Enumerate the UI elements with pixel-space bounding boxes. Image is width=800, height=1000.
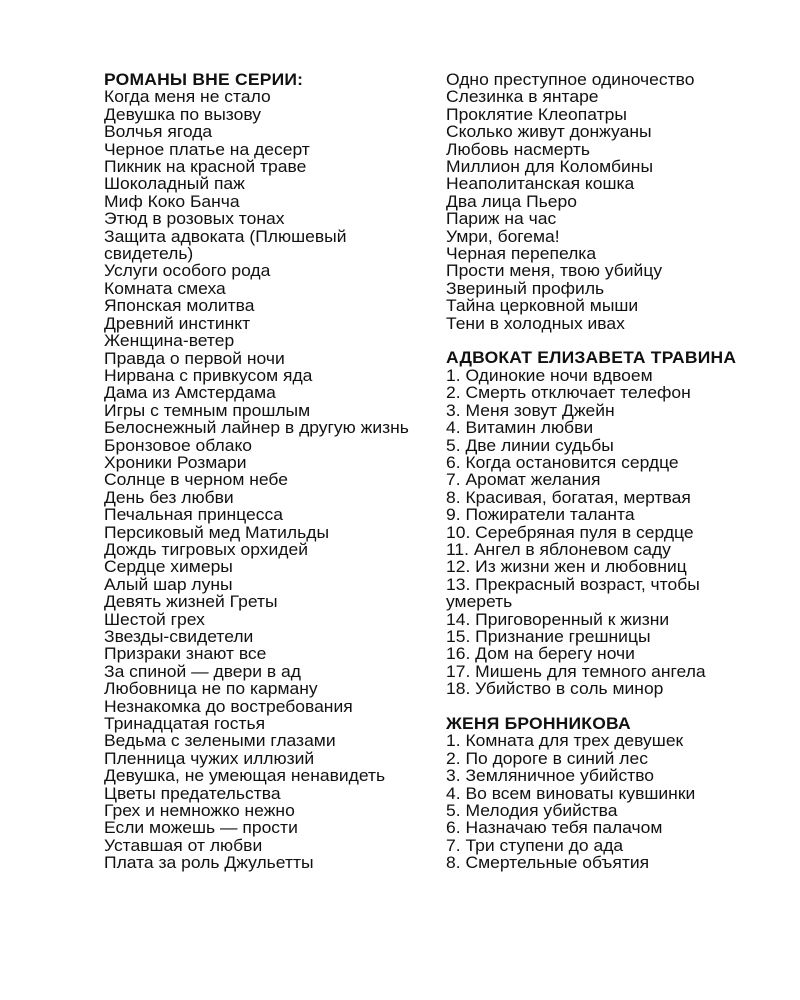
book-title: 10. Серебряная пуля в сердце	[446, 523, 694, 542]
book-title: Хроники Розмари	[104, 453, 247, 472]
book-title: Этюд в розовых тонах	[104, 210, 285, 229]
book-title: Нирвана с привкусом яда	[104, 366, 313, 385]
section-heading-standalone: РОМАНЫ ВНЕ СЕРИИ:	[104, 71, 304, 89]
book-title: Тени в холодных ивах	[446, 314, 625, 333]
book-title: Правда о первой ночи	[104, 349, 285, 368]
book-title: Проклятие Клеопатры	[446, 105, 627, 124]
bronnikova-series-list	[446, 733, 760, 872]
book-title: Миллион для Коломбины	[446, 158, 654, 177]
book-title: 5. Две линии судьбы	[446, 436, 614, 455]
book-title: Грех и немножко нежно	[104, 802, 295, 821]
book-title: Пикник на красной траве	[104, 158, 307, 177]
book-title: Тайна церковной мыши	[446, 297, 639, 316]
book-title: 17. Мишень для темного ангела	[446, 662, 706, 681]
section-heading-bronnikova: ЖЕНЯ БРОННИКОВА	[446, 715, 631, 733]
book-title: Комната смеха	[104, 279, 226, 298]
book-title: 9. Пожиратели таланта	[446, 506, 635, 525]
book-title: 1. Комната для трех девушек	[446, 732, 684, 751]
book-title: Когда меня не стало	[104, 88, 271, 107]
standalone-novels-section	[104, 72, 418, 873]
standalone-novels-continued-list	[446, 72, 760, 333]
standalone-novels-continued-section	[446, 72, 760, 333]
book-title: Неаполитанская кошка	[446, 175, 635, 194]
book-title: 16. Дом на берегу ночи	[446, 645, 635, 664]
book-title: Черная перепелка	[446, 245, 597, 264]
book-title: Цветы предательства	[104, 784, 281, 803]
book-title: Уставшая от любви	[104, 836, 263, 855]
standalone-novels-list	[104, 89, 418, 872]
book-title: Дождь тигровых орхидей	[104, 540, 309, 559]
travina-series-list	[446, 368, 760, 699]
book-title: Дама из Амстердама	[104, 384, 276, 403]
right-column	[446, 72, 760, 873]
book-title: 3. Меня зовут Джейн	[446, 401, 615, 420]
book-title: Девять жизней Греты	[104, 593, 278, 612]
book-title: Белоснежный лайнер в другую жизнь	[104, 419, 409, 438]
book-title: 11. Ангел в яблоневом саду	[446, 540, 671, 559]
book-title: Защита адвоката (Плюшевый свидетель)	[104, 227, 347, 264]
book-title: 6. Когда остановится сердце	[446, 453, 679, 472]
book-title: Ведьма с зелеными глазами	[104, 732, 336, 751]
book-title: Шестой грех	[104, 610, 205, 629]
book-title: Сердце химеры	[104, 558, 233, 577]
book-title: 15. Признание грешницы	[446, 627, 651, 646]
book-title: Печальная принцесса	[104, 506, 283, 525]
book-title: 6. Назначаю тебя палачом	[446, 819, 663, 838]
book-title: Прости меня, твою убийцу	[446, 262, 663, 281]
book-title: Шоколадный паж	[104, 175, 245, 194]
bronnikova-series-section	[446, 716, 760, 873]
book-title: Умри, богема!	[446, 227, 560, 246]
book-title: Любовь насмерть	[446, 140, 590, 159]
book-title: 2. Смерть отключает телефон	[446, 384, 691, 403]
book-title: Слезинка в янтаре	[446, 88, 599, 107]
book-title: Миф Коко Банча	[104, 192, 240, 211]
book-title: Девушка по вызову	[104, 105, 262, 124]
book-title: Пленница чужих иллюзий	[104, 749, 315, 768]
book-title: Сколько живут донжуаны	[446, 123, 652, 142]
book-title: Персиковый мед Матильды	[104, 523, 330, 542]
section-heading-travina: АДВОКАТ ЕЛИЗАВЕТА ТРАВИНА	[446, 349, 737, 368]
book-title: За спиной — двери в ад	[104, 662, 301, 681]
book-title: 3. Земляничное убийство	[446, 767, 655, 786]
book-title: Любовница не по карману	[104, 680, 318, 699]
book-title: Париж на час	[446, 210, 557, 229]
book-title: Бронзовое облако	[104, 436, 253, 455]
book-title: Японская молитва	[104, 297, 255, 316]
book-title: Незнакомка до востребования	[104, 697, 353, 716]
book-title: Плата за роль Джульетты	[104, 854, 314, 873]
book-title: 8. Красивая, богатая, мертвая	[446, 488, 691, 507]
book-title: Два лица Пьеро	[446, 192, 577, 211]
book-title: Призраки знают все	[104, 645, 267, 664]
book-title: Древний инстинкт	[104, 314, 251, 333]
book-title: Алый шар луны	[104, 575, 233, 594]
book-title: Если можешь — прости	[104, 819, 298, 838]
book-title: 2. По дороге в синий лес	[446, 749, 648, 768]
book-title: 4. Витамин любви	[446, 419, 594, 438]
book-title: Услуги особого рода	[104, 262, 271, 281]
book-title: 7. Аромат желания	[446, 471, 601, 490]
book-title: Игры с темным прошлым	[104, 401, 311, 420]
book-title: Тринадцатая гостья	[104, 715, 266, 734]
book-title: 4. Во всем виноваты кувшинки	[446, 784, 696, 803]
book-title: 12. Из жизни жен и любовниц	[446, 558, 687, 577]
book-title: Солнце в черном небе	[104, 471, 288, 490]
book-title: Звериный профиль	[446, 279, 605, 298]
book-title: Девушка, не умеющая ненавидеть	[104, 767, 386, 786]
book-title: 5. Мелодия убийства	[446, 802, 618, 821]
travina-series-section	[446, 350, 760, 698]
book-title: 1. Одинокие ночи вдвоем	[446, 366, 653, 385]
book-title: Звезды-свидетели	[104, 628, 254, 646]
left-column	[104, 72, 418, 873]
book-title: Волчья ягода	[104, 123, 213, 142]
book-title: Женщина-ветер	[104, 332, 235, 351]
book-title: 18. Убийство в соль минор	[446, 680, 664, 699]
book-title: 13. Прекрасный возраст, чтобы умереть	[446, 575, 700, 612]
book-title: День без любви	[104, 488, 234, 507]
book-title: 7. Три ступени до ада	[446, 836, 624, 855]
book-title: Одно преступное одиночество	[446, 71, 695, 89]
book-title: 8. Смертельные объятия	[446, 854, 650, 873]
book-title: 14. Приговоренный к жизни	[446, 610, 670, 629]
book-title: Черное платье на десерт	[104, 140, 310, 159]
